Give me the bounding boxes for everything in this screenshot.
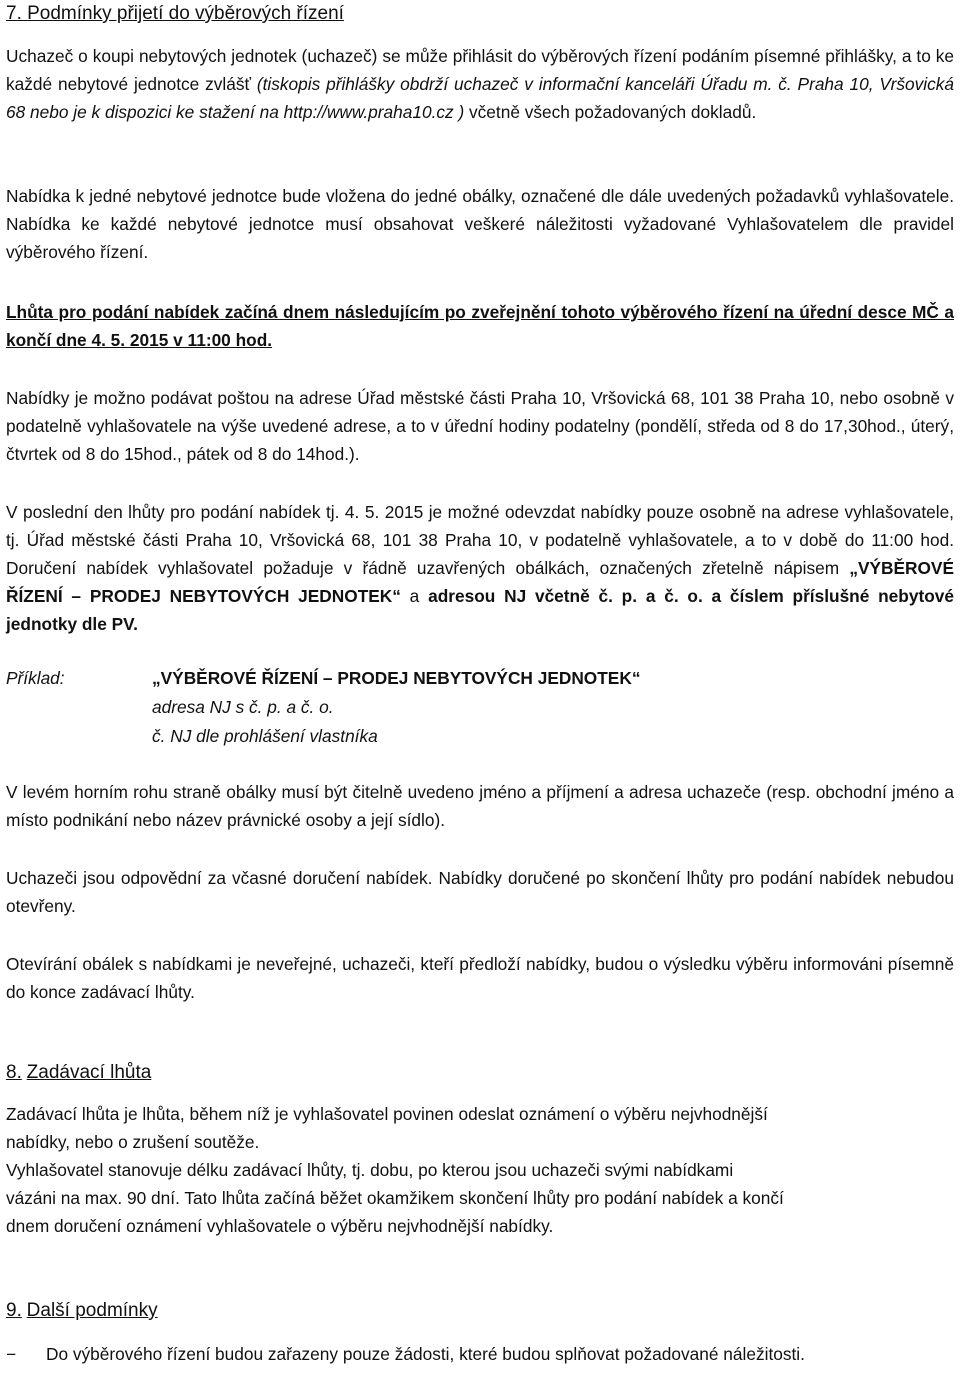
paragraph-last-day	[6, 498, 954, 638]
section-8-line: Zadávací lhůta je lhůta, během níž je vyhlašovatel povinen odeslat oznámení o výběru nejvhodnější	[6, 1104, 768, 1124]
section-8-body	[6, 1100, 954, 1240]
section-9-heading	[6, 1296, 954, 1325]
text-run: V poslední den lhůty pro podání nabídek tj. 4. 5. 2015 je možné odevzdat nabídky pouze osobně na adrese vyhlašovatele, tj. Úřad městské části Praha 10, Vršovická 68, 101 38 Praha 10, v podatelně vyhlašovatele, a to v době do 11:00 hod. Doručení nabídek vyhlašovatel požaduje v řádně uzavřených obálkách, označených zřetelně nápisem	[6, 502, 954, 578]
section-8-line: dnem doručení oznámení vyhlašovatele o výběru nejvhodnější nabídky.	[6, 1216, 554, 1236]
section-9-title: Další podmínky	[26, 1300, 158, 1321]
example-label: Příklad:	[6, 668, 65, 688]
list-bullet: −	[6, 1344, 17, 1364]
section-8-line: Vyhlašovatel stanovuje délku zadávací lhůty, tj. dobu, po kterou jsou uchazeči svými nabídkami	[6, 1160, 734, 1180]
text-run: Uchazeč o koupi nebytových jednotek (uchazeč) se může přihlásit do výběrových řízení podáním písemné přihlášky, a to ke každé nebytové jednotce zvlášť	[6, 46, 954, 94]
section-7-heading: 7. Podmínky přijetí do výběrových řízení	[6, 3, 344, 24]
paragraph-opening: Otevírání obálek s nabídkami je neveřejné, uchazeči, kteří předloží nabídky, budou o výsledku výběru informováni písemně do konce zadávací lhůty.	[6, 954, 954, 1002]
section-8-line: vázáni na max. 90 dní. Tato lhůta začíná běžet okamžikem skončení lhůty pro podání nabídek a končí	[6, 1188, 784, 1208]
text-run: včetně všech požadovaných dokladů.	[464, 102, 757, 122]
section-8-heading	[6, 1058, 954, 1087]
conditions-list	[0, 1340, 960, 1392]
example-line-1: „VÝBĚROVÉ ŘÍZENÍ – PRODEJ NEBYTOVÝCH JEDNOTEK“	[152, 668, 641, 688]
example-block	[0, 664, 960, 754]
section-9-number: 9.	[6, 1300, 22, 1321]
paragraph-responsibility: Uchazeči jsou odpovědní za včasné doručení nabídek. Nabídky doručené po skončení lhůty pro podání nabídek nebudou otevřeny.	[6, 868, 954, 916]
paragraph-application	[6, 42, 954, 126]
text-run: a	[400, 586, 429, 606]
example-line-2: adresa NJ s č. p. a č. o.	[152, 697, 334, 717]
envelope-label-text: „VÝBĚROVÉ ŘÍZENÍ – PRODEJ NEBYTOVÝCH JEDNOTEK“	[6, 558, 954, 606]
envelope-address-text: adresou NJ včetně č. p. a č. o. a číslem příslušné nebytové jednotky dle PV.	[6, 586, 954, 634]
section-8-number: 8.	[6, 1062, 22, 1083]
list-item: Do výběrového řízení budou zařazeny pouze žádosti, které budou splňovat požadované náležitosti.	[46, 1344, 805, 1364]
paragraph-sender-info: V levém horním rohu straně obálky musí být čitelně uvedeno jméno a příjmení a adresa uchazeče (resp. obchodní jméno a místo podnikání nebo název právnické osoby a její sídlo).	[6, 782, 954, 830]
form-availability-note: (tiskopis přihlášky obdrží uchazeč v informační kanceláři Úřadu m. č. Praha 10, Vršovická 68 nebo je k dispozici ke stažení na http://www.praha10.cz )	[6, 74, 954, 122]
section-8-title: Zadávací lhůta	[26, 1062, 152, 1083]
example-line-3: č. NJ dle prohlášení vlastníka	[152, 726, 378, 746]
section-8-line: nabídky, nebo o zrušení soutěže.	[6, 1132, 260, 1152]
paragraph-deadline: Lhůta pro podání nabídek začíná dnem následujícím po zveřejnění tohoto výběrového řízení na úřední desce MČ a končí dne 4. 5. 2015 v 11:00 hod.	[6, 302, 954, 350]
paragraph-submission: Nabídky je možno podávat poštou na adrese Úřad městské části Praha 10, Vršovická 68, 101 38 Praha 10, nebo osobně v podatelně vyhlašovatele na výše uvedené adrese, a to v úřední hodiny podatelny (pondělí, středa od 8 do 17,30hod., úterý, čtvrtek od 8 do 15hod., pátek od 8 do 14hod.).	[6, 388, 954, 464]
paragraph-envelope: Nabídka k jedné nebytové jednotce bude vložena do jedné obálky, označené dle dále uvedených požadavků vyhlašovatele. Nabídka ke každé nebytové jednotce musí obsahovat veškeré náležitosti vyžadované Vyhlašovatelem dle pravidel výběrového řízení.	[6, 186, 954, 262]
